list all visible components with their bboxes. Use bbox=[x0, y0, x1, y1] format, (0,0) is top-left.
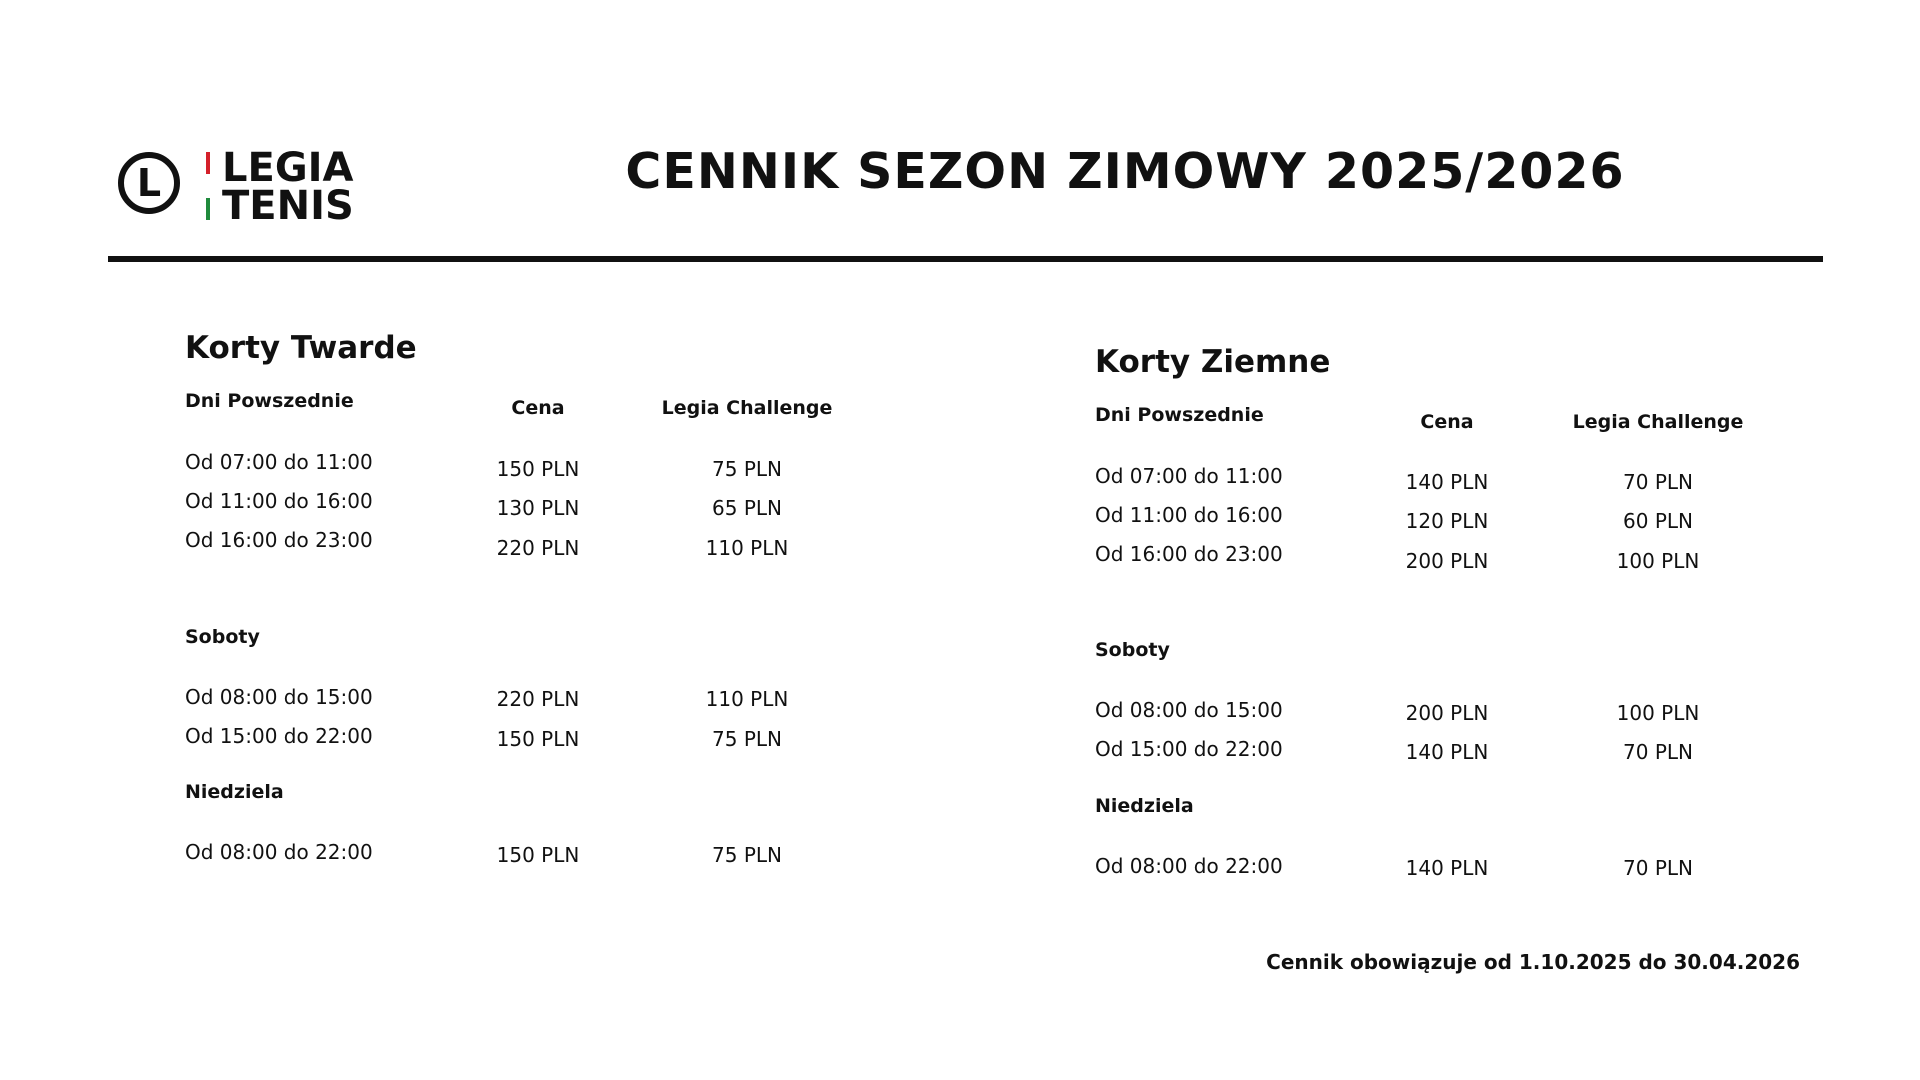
logo-letter: L bbox=[136, 161, 162, 205]
group-label-sunday: Niedziela bbox=[1095, 795, 1194, 817]
challenge-price-cell: 75 PLN bbox=[712, 843, 782, 867]
price-cell: 200 PLN bbox=[1405, 549, 1489, 573]
price-cell: 150 PLN bbox=[496, 457, 580, 481]
group-label-weekdays: Dni Powszednie bbox=[185, 390, 354, 412]
challenge-price-cell: 60 PLN bbox=[1623, 509, 1693, 533]
price-cell: 150 PLN bbox=[496, 843, 580, 867]
group-label-sunday: Niedziela bbox=[185, 781, 284, 803]
price-cell: 220 PLN bbox=[496, 536, 580, 560]
time-cell: Od 07:00 do 11:00 bbox=[1095, 464, 1283, 488]
logo bbox=[118, 145, 398, 229]
time-cell: Od 11:00 do 16:00 bbox=[185, 489, 373, 513]
validity-note: Cennik obowiązuje od 1.10.2025 do 30.04.2026 bbox=[1266, 950, 1800, 974]
time-cell: Od 08:00 do 22:00 bbox=[1095, 854, 1283, 878]
logo-red-bar bbox=[206, 152, 210, 174]
challenge-price-cell: 100 PLN bbox=[1616, 701, 1700, 725]
challenge-price-cell: 110 PLN bbox=[705, 687, 789, 711]
section-title: Korty Twarde bbox=[185, 330, 417, 366]
price-cell: 120 PLN bbox=[1405, 509, 1489, 533]
logo-text-tenis: TENIS bbox=[222, 183, 354, 229]
time-cell: Od 08:00 do 22:00 bbox=[185, 840, 373, 864]
challenge-price-cell: 65 PLN bbox=[712, 496, 782, 520]
column-header-challenge: Legia Challenge bbox=[661, 397, 833, 419]
section-clay-courts bbox=[1095, 344, 1855, 904]
header-divider bbox=[108, 256, 1823, 262]
column-header-challenge: Legia Challenge bbox=[1572, 411, 1744, 433]
section-title: Korty Ziemne bbox=[1095, 344, 1331, 380]
group-label-saturdays: Soboty bbox=[1095, 639, 1170, 661]
time-cell: Od 08:00 do 15:00 bbox=[185, 685, 373, 709]
time-cell: Od 15:00 do 22:00 bbox=[1095, 737, 1283, 761]
column-header-price: Cena bbox=[1420, 411, 1474, 433]
logo-text-legia: LEGIA bbox=[222, 145, 354, 191]
challenge-price-cell: 70 PLN bbox=[1623, 856, 1693, 880]
challenge-price-cell: 100 PLN bbox=[1616, 549, 1700, 573]
time-cell: Od 15:00 do 22:00 bbox=[185, 724, 373, 748]
price-cell: 220 PLN bbox=[496, 687, 580, 711]
price-cell: 140 PLN bbox=[1405, 470, 1489, 494]
group-label-saturdays: Soboty bbox=[185, 626, 260, 648]
price-cell: 150 PLN bbox=[496, 727, 580, 751]
challenge-price-cell: 70 PLN bbox=[1623, 740, 1693, 764]
time-cell: Od 16:00 do 23:00 bbox=[185, 528, 373, 552]
group-label-weekdays: Dni Powszednie bbox=[1095, 404, 1264, 426]
challenge-price-cell: 110 PLN bbox=[705, 536, 789, 560]
time-cell: Od 07:00 do 11:00 bbox=[185, 450, 373, 474]
price-cell: 200 PLN bbox=[1405, 701, 1489, 725]
challenge-price-cell: 75 PLN bbox=[712, 727, 782, 751]
price-cell: 140 PLN bbox=[1405, 740, 1489, 764]
price-cell: 130 PLN bbox=[496, 496, 580, 520]
time-cell: Od 11:00 do 16:00 bbox=[1095, 503, 1283, 527]
challenge-price-cell: 75 PLN bbox=[712, 457, 782, 481]
challenge-price-cell: 70 PLN bbox=[1623, 470, 1693, 494]
page-title: CENNIK SEZON ZIMOWY 2025/2026 bbox=[625, 143, 1625, 200]
time-cell: Od 08:00 do 15:00 bbox=[1095, 698, 1283, 722]
price-cell: 140 PLN bbox=[1405, 856, 1489, 880]
section-hard-courts bbox=[185, 330, 945, 890]
time-cell: Od 16:00 do 23:00 bbox=[1095, 542, 1283, 566]
logo-green-bar bbox=[206, 198, 210, 220]
column-header-price: Cena bbox=[511, 397, 565, 419]
